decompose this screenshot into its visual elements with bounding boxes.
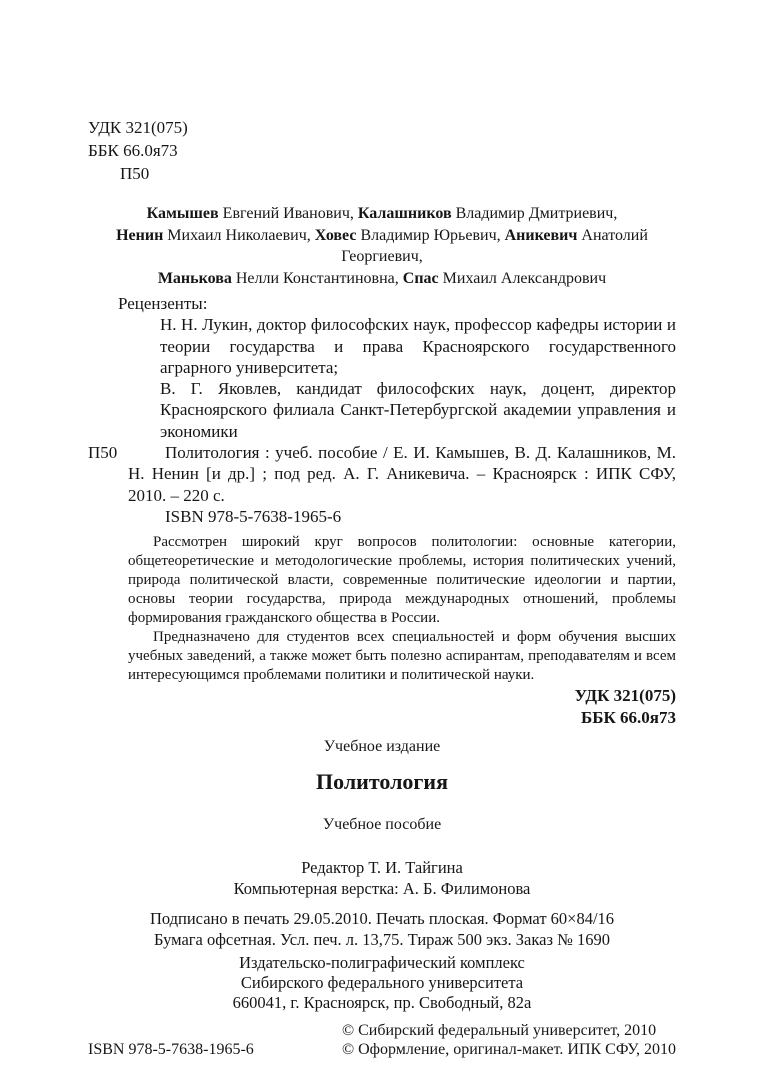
udk-bottom-code: УДК 321(075) — [574, 685, 676, 705]
publisher-line-3: 660041, г. Красноярск, пр. Свободный, 82а — [232, 992, 532, 1012]
layout-line: Компьютерная верстка: А. Б. Филимонова — [233, 878, 531, 898]
author-given-names: Нелли Константиновна, — [231, 269, 403, 287]
author-sign-code: П50 — [120, 164, 150, 183]
annotation-paragraph: Рассмотрен широкий круг вопросов политологии: основные категории, общетеоретические и методологические проблемы, история политических учений, природа политической власти, современные политические идеологии и партии, основы теории государства, природа международных отношений, проблемы формирования гражданского общества в России. — [128, 533, 676, 626]
classification-bottom — [88, 685, 676, 729]
card-entry: Политология : учеб. пособие / Е. И. Камышев, В. Д. Калашников, М. Н. Ненин [и др.] ; под ред. А. Г. Аникевича. – Красноярск : ИПК СФУ, 2010. – 220 с. — [128, 443, 676, 505]
publisher-block — [88, 953, 676, 1013]
author-surname: Ховес — [314, 226, 357, 244]
editor-line: Редактор Т. И. Тайгина — [301, 857, 463, 877]
edition-type-label: Учебное издание — [323, 737, 441, 755]
reviewer-item: В. Г. Яковлев, кандидат философских наук, доцент, директор Красноярского филиала Санкт-Петербургской академии управления и экономики — [160, 379, 676, 441]
book-subtitle: Учебное пособие — [322, 815, 442, 833]
author-given-names: Михаил Александрович — [438, 269, 607, 287]
author-given-names: Михаил Николаевич, — [163, 226, 315, 244]
catalog-card — [88, 442, 676, 528]
author-surname: Камышев — [146, 205, 219, 222]
reviewer-item: Н. Н. Лукин, доктор философских наук, профессор кафедры истории и теории государства и права Красноярского государственного аграрного университета; — [160, 315, 676, 377]
card-isbn: ISBN 978-5-7638-1965-6 — [165, 507, 342, 527]
authors-line — [88, 203, 676, 225]
authors-block — [88, 203, 676, 289]
author-surname: Калашников — [357, 205, 452, 222]
reviewers-section — [88, 293, 676, 442]
publisher-line-1: Издательско-полиграфический комплекс — [239, 952, 525, 972]
author-surname: Спас — [402, 269, 439, 287]
author-given-names: Евгений Иванович, — [218, 205, 358, 222]
author-given-names: Владимир Дмитриевич, — [451, 205, 618, 222]
author-surname: Аникевич — [504, 226, 578, 244]
print-info-line-2: Бумага офсетная. Усл. печ. л. 13,75. Тираж 500 экз. Заказ № 1690 — [154, 929, 610, 949]
annotation-section — [88, 533, 676, 685]
copyrights-block — [342, 1021, 676, 1060]
print-info-line-1: Подписано в печать 29.05.2010. Печать плоская. Формат 60×84/16 — [149, 908, 615, 928]
footer-isbn: ISBN 978-5-7638-1965-6 — [88, 1041, 254, 1059]
card-code: П50 — [88, 443, 118, 463]
footer-block — [88, 1021, 676, 1060]
author-surname: Ненин — [116, 226, 164, 244]
book-title: Политология — [316, 768, 448, 794]
annotation-paragraph: Предназначено для студентов всех специальностей и форм обучения высших учебных заведений, а также может быть полезно аспирантам, преподавателям и всем интересующимся проблемами политики и политической науки. — [128, 628, 676, 683]
bbk-bottom-code: ББК 66.0я73 — [580, 707, 676, 727]
authors-line — [88, 225, 676, 268]
reviewers-heading: Рецензенты: — [118, 294, 208, 313]
author-given-names: Анатолий Георгиевич, — [341, 226, 648, 265]
copyright-line-1: © Сибирский федеральный университет, 2010 — [341, 1021, 657, 1039]
publisher-line-2: Сибирского федерального университета — [240, 972, 524, 992]
author-given-names: Владимир Юрьевич, — [356, 226, 505, 244]
udk-top-code: УДК 321(075) — [88, 118, 188, 137]
author-surname: Манькова — [157, 269, 232, 287]
staff-block — [88, 857, 676, 899]
classification-top — [88, 116, 676, 185]
authors-line — [88, 268, 676, 290]
copyright-line-2: © Оформление, оригинал-макет. ИПК СФУ, 2010 — [341, 1041, 676, 1059]
bbk-top-code: ББК 66.0я73 — [88, 141, 178, 160]
print-info-block — [88, 908, 676, 950]
